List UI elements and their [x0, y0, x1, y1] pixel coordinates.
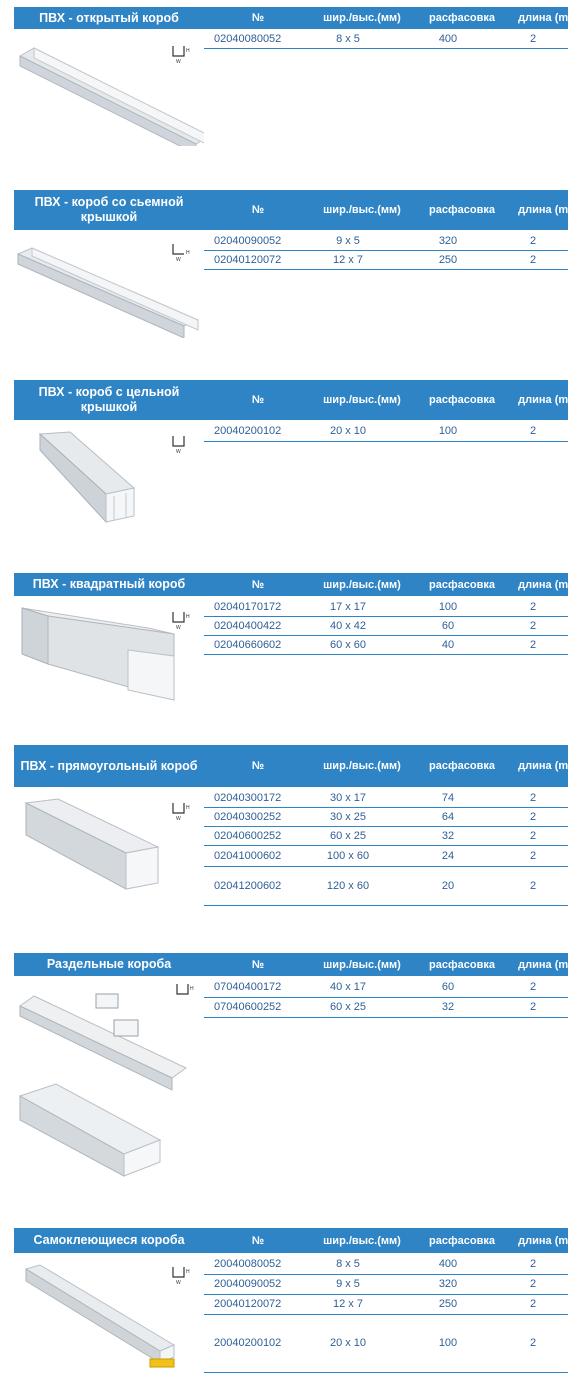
cell-length: 2 [529, 1298, 537, 1310]
col-header-length: длина (m) [518, 1234, 572, 1247]
col-header-pack: расфасовка [429, 578, 495, 591]
table-row [204, 1254, 568, 1275]
table-row [204, 597, 568, 617]
cell-code: 02041200602 [214, 879, 282, 892]
cell-length: 2 [529, 600, 537, 613]
product-image [24, 1263, 180, 1379]
cell-size: 120 x 60 [326, 879, 370, 892]
col-header-length: длина (m) [518, 204, 572, 216]
col-header-number: № [251, 394, 265, 406]
col-header-pack: расфасовка [429, 394, 495, 406]
col-header-number: № [251, 578, 265, 591]
dimension-icon [170, 432, 194, 456]
col-header-length: длина (m) [518, 578, 572, 591]
col-header-pack: расфасовка [429, 1234, 495, 1247]
cell-size: 60 x 25 [329, 829, 367, 842]
cell-length: 2 [529, 253, 537, 266]
table-row [204, 1294, 568, 1315]
cell-size: 12 x 7 [333, 253, 363, 266]
cell-size: 20 x 10 [329, 425, 367, 437]
dim-label-w: W [176, 449, 181, 455]
dim-label-w: W [176, 625, 181, 631]
dim-label-w: W [176, 59, 181, 65]
cell-pack: 32 [441, 1001, 455, 1013]
cell-code: 02040090052 [214, 234, 282, 247]
cell-size: 30 x 17 [329, 791, 367, 804]
col-header-number: № [251, 958, 265, 971]
section-title: Раздельные короба [46, 957, 172, 971]
cell-pack: 74 [441, 791, 455, 804]
cell-length: 2 [529, 791, 537, 804]
table-row [204, 997, 568, 1018]
cell-pack: 32 [441, 829, 455, 842]
product-section-self-adhesive [0, 1225, 582, 1380]
section-header [14, 573, 572, 596]
dimension-icon [170, 1263, 194, 1287]
cell-pack: 400 [438, 1258, 458, 1270]
cell-pack: 400 [438, 32, 458, 45]
cell-code: 02041000602 [214, 849, 282, 862]
col-header-size: шир./выс.(мм) [323, 12, 401, 24]
product-section-separate [0, 950, 582, 1225]
dim-label-h: H [186, 805, 190, 811]
table-row [204, 977, 568, 998]
product-image [16, 990, 192, 1180]
cell-pack: 100 [438, 1337, 458, 1349]
dimension-icon [170, 799, 194, 823]
cell-pack: 64 [441, 810, 455, 823]
cell-length: 2 [529, 1258, 537, 1270]
col-header-pack: расфасовка [429, 760, 495, 772]
cell-code: 02040080052 [214, 32, 282, 45]
cell-length: 2 [529, 234, 537, 247]
cell-length: 2 [529, 1278, 537, 1290]
col-header-pack: расфасовка [429, 958, 495, 971]
cell-code: 02040120072 [214, 253, 282, 266]
table-row [204, 866, 568, 906]
cell-length: 2 [529, 619, 537, 632]
cell-size: 100 x 60 [326, 849, 370, 862]
col-header-pack: расфасовка [429, 204, 495, 216]
col-header-number: № [251, 12, 265, 24]
cell-length: 2 [529, 1337, 537, 1349]
cell-size: 8 x 5 [336, 1258, 360, 1270]
cell-length: 2 [529, 32, 537, 45]
col-header-size: шир./выс.(мм) [323, 760, 401, 772]
cell-size: 20 x 10 [329, 1337, 367, 1349]
cell-length: 2 [529, 810, 537, 823]
section-title: ПВХ - короб со сьемной крышкой [34, 195, 184, 224]
cell-pack: 60 [441, 981, 455, 993]
cell-code: 02040660602 [214, 638, 282, 651]
col-header-size: шир./выс.(мм) [323, 578, 401, 591]
dim-label-h: H [186, 1269, 190, 1275]
table-row [204, 1274, 568, 1295]
table-row [204, 231, 568, 251]
col-header-length: длина (m) [518, 12, 572, 24]
product-image [22, 797, 162, 897]
cell-size: 60 x 60 [329, 638, 367, 651]
section-title: Самоклеющиеся короба [33, 1233, 185, 1247]
table-row [204, 788, 568, 808]
product-section-removable-cover [0, 190, 582, 380]
cell-size: 30 x 25 [329, 810, 367, 823]
col-header-size: шир./выс.(мм) [323, 1234, 401, 1247]
cell-code: 07040600252 [214, 1001, 282, 1013]
cell-pack: 320 [438, 234, 458, 247]
section-title: ПВХ - открытый короб [39, 10, 179, 25]
dim-label-w: W [176, 1280, 181, 1286]
cell-code: 07040400172 [214, 981, 282, 993]
cell-size: 12 x 7 [333, 1298, 363, 1310]
col-header-size: шир./выс.(мм) [323, 958, 401, 971]
cell-size: 40 x 17 [329, 981, 367, 993]
table-row [204, 616, 568, 636]
table-row [204, 845, 568, 867]
cell-length: 2 [529, 981, 537, 993]
cell-code: 20040200102 [214, 1337, 282, 1349]
table-row [204, 807, 568, 827]
section-title: ПВХ - квадратный короб [32, 577, 186, 591]
table-row [204, 250, 568, 270]
product-section-rectangular [0, 745, 582, 950]
cell-code: 02040300172 [214, 791, 282, 804]
section-title: ПВХ - прямоугольный короб [20, 758, 198, 773]
col-header-length: длина (m) [518, 958, 572, 971]
dim-label-h: H [186, 614, 190, 620]
cell-code: 02040300252 [214, 810, 282, 823]
section-header [14, 7, 572, 29]
dimension-icon [170, 608, 194, 632]
cell-length: 2 [529, 638, 537, 651]
cell-code: 20040120072 [214, 1298, 282, 1310]
dim-label-w: W [176, 257, 181, 263]
cell-code: 20040200102 [214, 425, 282, 437]
cell-pack: 320 [438, 1278, 458, 1290]
table-row [204, 29, 568, 49]
dimension-icon [170, 240, 194, 264]
dim-label-h: H [186, 48, 190, 54]
product-image [30, 430, 150, 530]
col-header-number: № [251, 760, 265, 772]
dim-label-h: H [186, 250, 190, 256]
cell-length: 2 [529, 1001, 537, 1013]
cell-pack: 100 [438, 600, 458, 613]
cell-pack: 250 [438, 1298, 458, 1310]
section-header [14, 380, 572, 420]
table-row [204, 635, 568, 655]
cell-size: 9 x 5 [336, 1278, 360, 1290]
cell-size: 40 x 42 [329, 619, 367, 632]
col-header-length: длина (m) [518, 760, 572, 772]
cell-code: 20040080052 [214, 1258, 282, 1270]
cell-size: 17 x 17 [329, 600, 367, 613]
section-header [14, 953, 572, 976]
cell-pack: 100 [438, 425, 458, 437]
col-header-size: шир./выс.(мм) [323, 204, 401, 216]
cell-length: 2 [529, 829, 537, 842]
product-section-solid-cover [0, 380, 582, 570]
cell-code: 02040600252 [214, 829, 282, 842]
cell-size: 8 x 5 [336, 32, 360, 45]
cell-code: 02040170172 [214, 600, 282, 613]
cell-length: 2 [529, 849, 537, 862]
product-image [18, 604, 178, 704]
cell-length: 2 [529, 425, 537, 437]
section-header [14, 745, 572, 787]
col-header-number: № [251, 1234, 265, 1247]
cell-code: 20040090052 [214, 1278, 282, 1290]
cell-length: 2 [529, 879, 537, 892]
dim-label-w: W [176, 816, 181, 822]
dim-label-h: H [190, 986, 194, 992]
dimension-icon [170, 42, 194, 66]
col-header-pack: расфасовка [429, 12, 495, 24]
product-section-square [0, 570, 582, 745]
table-row [204, 1314, 568, 1373]
dimension-icon [174, 980, 198, 1004]
table-row [204, 421, 568, 442]
cell-pack: 40 [441, 638, 455, 651]
cell-size: 60 x 25 [329, 1001, 367, 1013]
section-title: ПВХ - короб с цельной крышкой [38, 385, 180, 414]
cell-size: 9 x 5 [336, 234, 360, 247]
cell-pack: 24 [441, 849, 455, 862]
section-header [14, 190, 572, 230]
cell-code: 02040400422 [214, 619, 282, 632]
table-row [204, 826, 568, 846]
cell-pack: 60 [441, 619, 455, 632]
col-header-length: длина (m) [518, 394, 572, 406]
section-header [14, 1228, 572, 1253]
product-section-open-channel [0, 0, 582, 190]
cell-pack: 250 [438, 253, 458, 266]
cell-pack: 20 [441, 879, 455, 892]
col-header-number: № [251, 204, 265, 216]
col-header-size: шир./выс.(мм) [323, 394, 401, 406]
